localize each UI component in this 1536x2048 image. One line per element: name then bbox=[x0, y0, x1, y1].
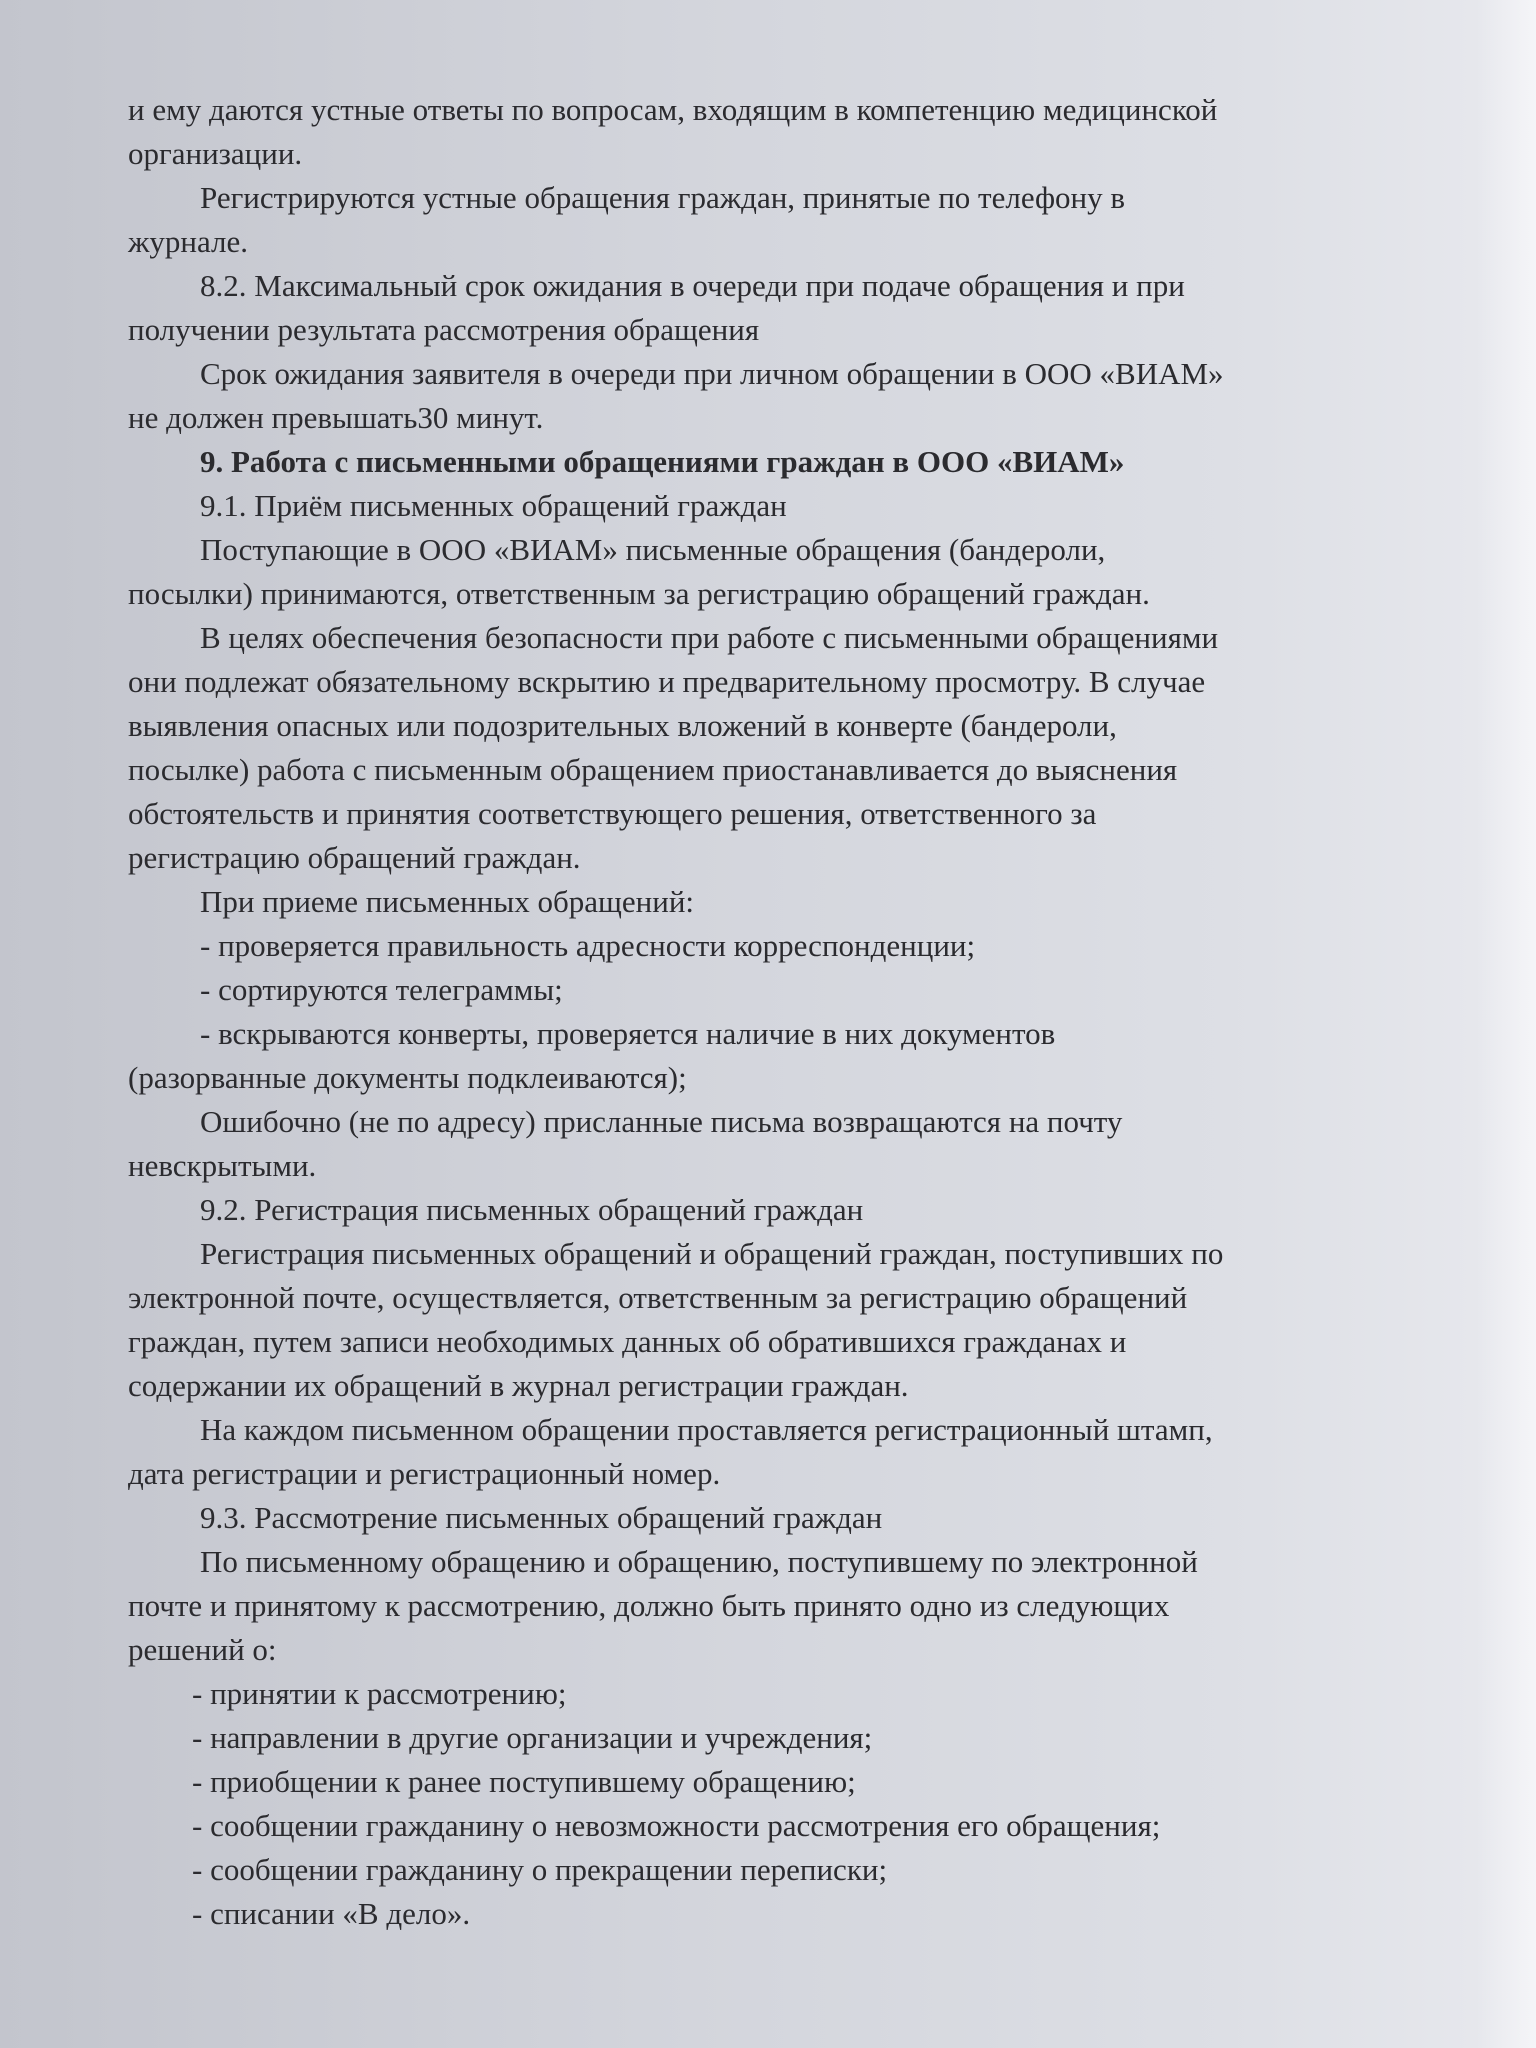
section-heading: 9. Работа с письменными обращениями граждан в ООО «ВИАМ» bbox=[200, 444, 1125, 479]
text-line: граждан, путем записи необходимых данных об обратившихся гражданах и bbox=[128, 1324, 1127, 1359]
text-line: 8.2. Максимальный срок ожидания в очереди при подаче обращения и при bbox=[200, 268, 1185, 303]
text-line: 9.2. Регистрация письменных обращений граждан bbox=[200, 1192, 864, 1227]
text-line: Регистрация письменных обращений и обращений граждан, поступивших по bbox=[200, 1236, 1224, 1271]
text-line: они подлежат обязательному вскрытию и предварительному просмотру. В случае bbox=[128, 664, 1206, 699]
text-line: журнале. bbox=[128, 224, 249, 259]
text-line: посылки) принимаются, ответственным за регистрацию обращений граждан. bbox=[128, 576, 1150, 611]
text-line: электронной почте, осуществляется, ответственным за регистрацию обращений bbox=[128, 1280, 1188, 1315]
text-line: Поступающие в ООО «ВИАМ» письменные обращения (бандероли, bbox=[200, 532, 1106, 567]
text-line: не должен превышать30 минут. bbox=[128, 400, 544, 435]
text-line: дата регистрации и регистрационный номер. bbox=[128, 1456, 721, 1491]
text-line: почте и принятому к рассмотрению, должно быть принято одно из следующих bbox=[128, 1588, 1170, 1623]
text-line: 9.1. Приём письменных обращений граждан bbox=[200, 488, 787, 523]
list-item: - сообщении гражданину о прекращении переписки; bbox=[192, 1852, 888, 1887]
text-line: - проверяется правильность адресности корреспонденции; bbox=[200, 928, 976, 963]
text-line: На каждом письменном обращении проставляется регистрационный штамп, bbox=[200, 1412, 1213, 1447]
list-item: - сообщении гражданину о невозможности рассмотрения его обращения; bbox=[192, 1808, 1161, 1843]
text-line: посылке) работа с письменным обращением приостанавливается до выяснения bbox=[128, 752, 1178, 787]
text-line: В целях обеспечения безопасности при работе с письменными обращениями bbox=[200, 620, 1219, 655]
text-line: выявления опасных или подозрительных вложений в конверте (бандероли, bbox=[128, 708, 1117, 743]
text-line: При приеме письменных обращений: bbox=[200, 884, 695, 919]
text-line: регистрацию обращений граждан. bbox=[128, 840, 581, 875]
paper-edge bbox=[1476, 0, 1536, 2048]
text-line: (разорванные документы подклеиваются); bbox=[128, 1060, 687, 1095]
text-line: и ему даются устные ответы по вопросам, входящим в компетенцию медицинской bbox=[128, 92, 1218, 127]
text-line: обстоятельств и принятия соответствующего решения, ответственного за bbox=[128, 796, 1097, 831]
text-line: решений о: bbox=[128, 1632, 277, 1667]
text-line: организации. bbox=[128, 136, 303, 171]
list-item: - приобщении к ранее поступившему обращению; bbox=[192, 1764, 856, 1799]
text-line: Ошибочно (не по адресу) присланные письма возвращаются на почту bbox=[200, 1104, 1123, 1139]
text-line: невскрытыми. bbox=[128, 1148, 317, 1183]
list-item: - списании «В дело». bbox=[192, 1896, 471, 1931]
text-line: 9.3. Рассмотрение письменных обращений граждан bbox=[200, 1500, 883, 1535]
text-line: Срок ожидания заявителя в очереди при личном обращении в ООО «ВИАМ» bbox=[200, 356, 1224, 391]
text-line: содержании их обращений в журнал регистрации граждан. bbox=[128, 1368, 909, 1403]
list-item: - принятии к рассмотрению; bbox=[192, 1676, 567, 1711]
text-line: - сортируются телеграммы; bbox=[200, 972, 563, 1007]
text-line: По письменному обращению и обращению, поступившему по электронной bbox=[200, 1544, 1198, 1579]
text-line: получении результата рассмотрения обращения bbox=[128, 312, 760, 347]
text-line: - вскрываются конверты, проверяется наличие в них документов bbox=[200, 1016, 1056, 1051]
list-item: - направлении в другие организации и учреждения; bbox=[192, 1720, 873, 1755]
text-line: Регистрируются устные обращения граждан, принятые по телефону в bbox=[200, 180, 1126, 215]
document-page bbox=[128, 88, 1418, 1936]
